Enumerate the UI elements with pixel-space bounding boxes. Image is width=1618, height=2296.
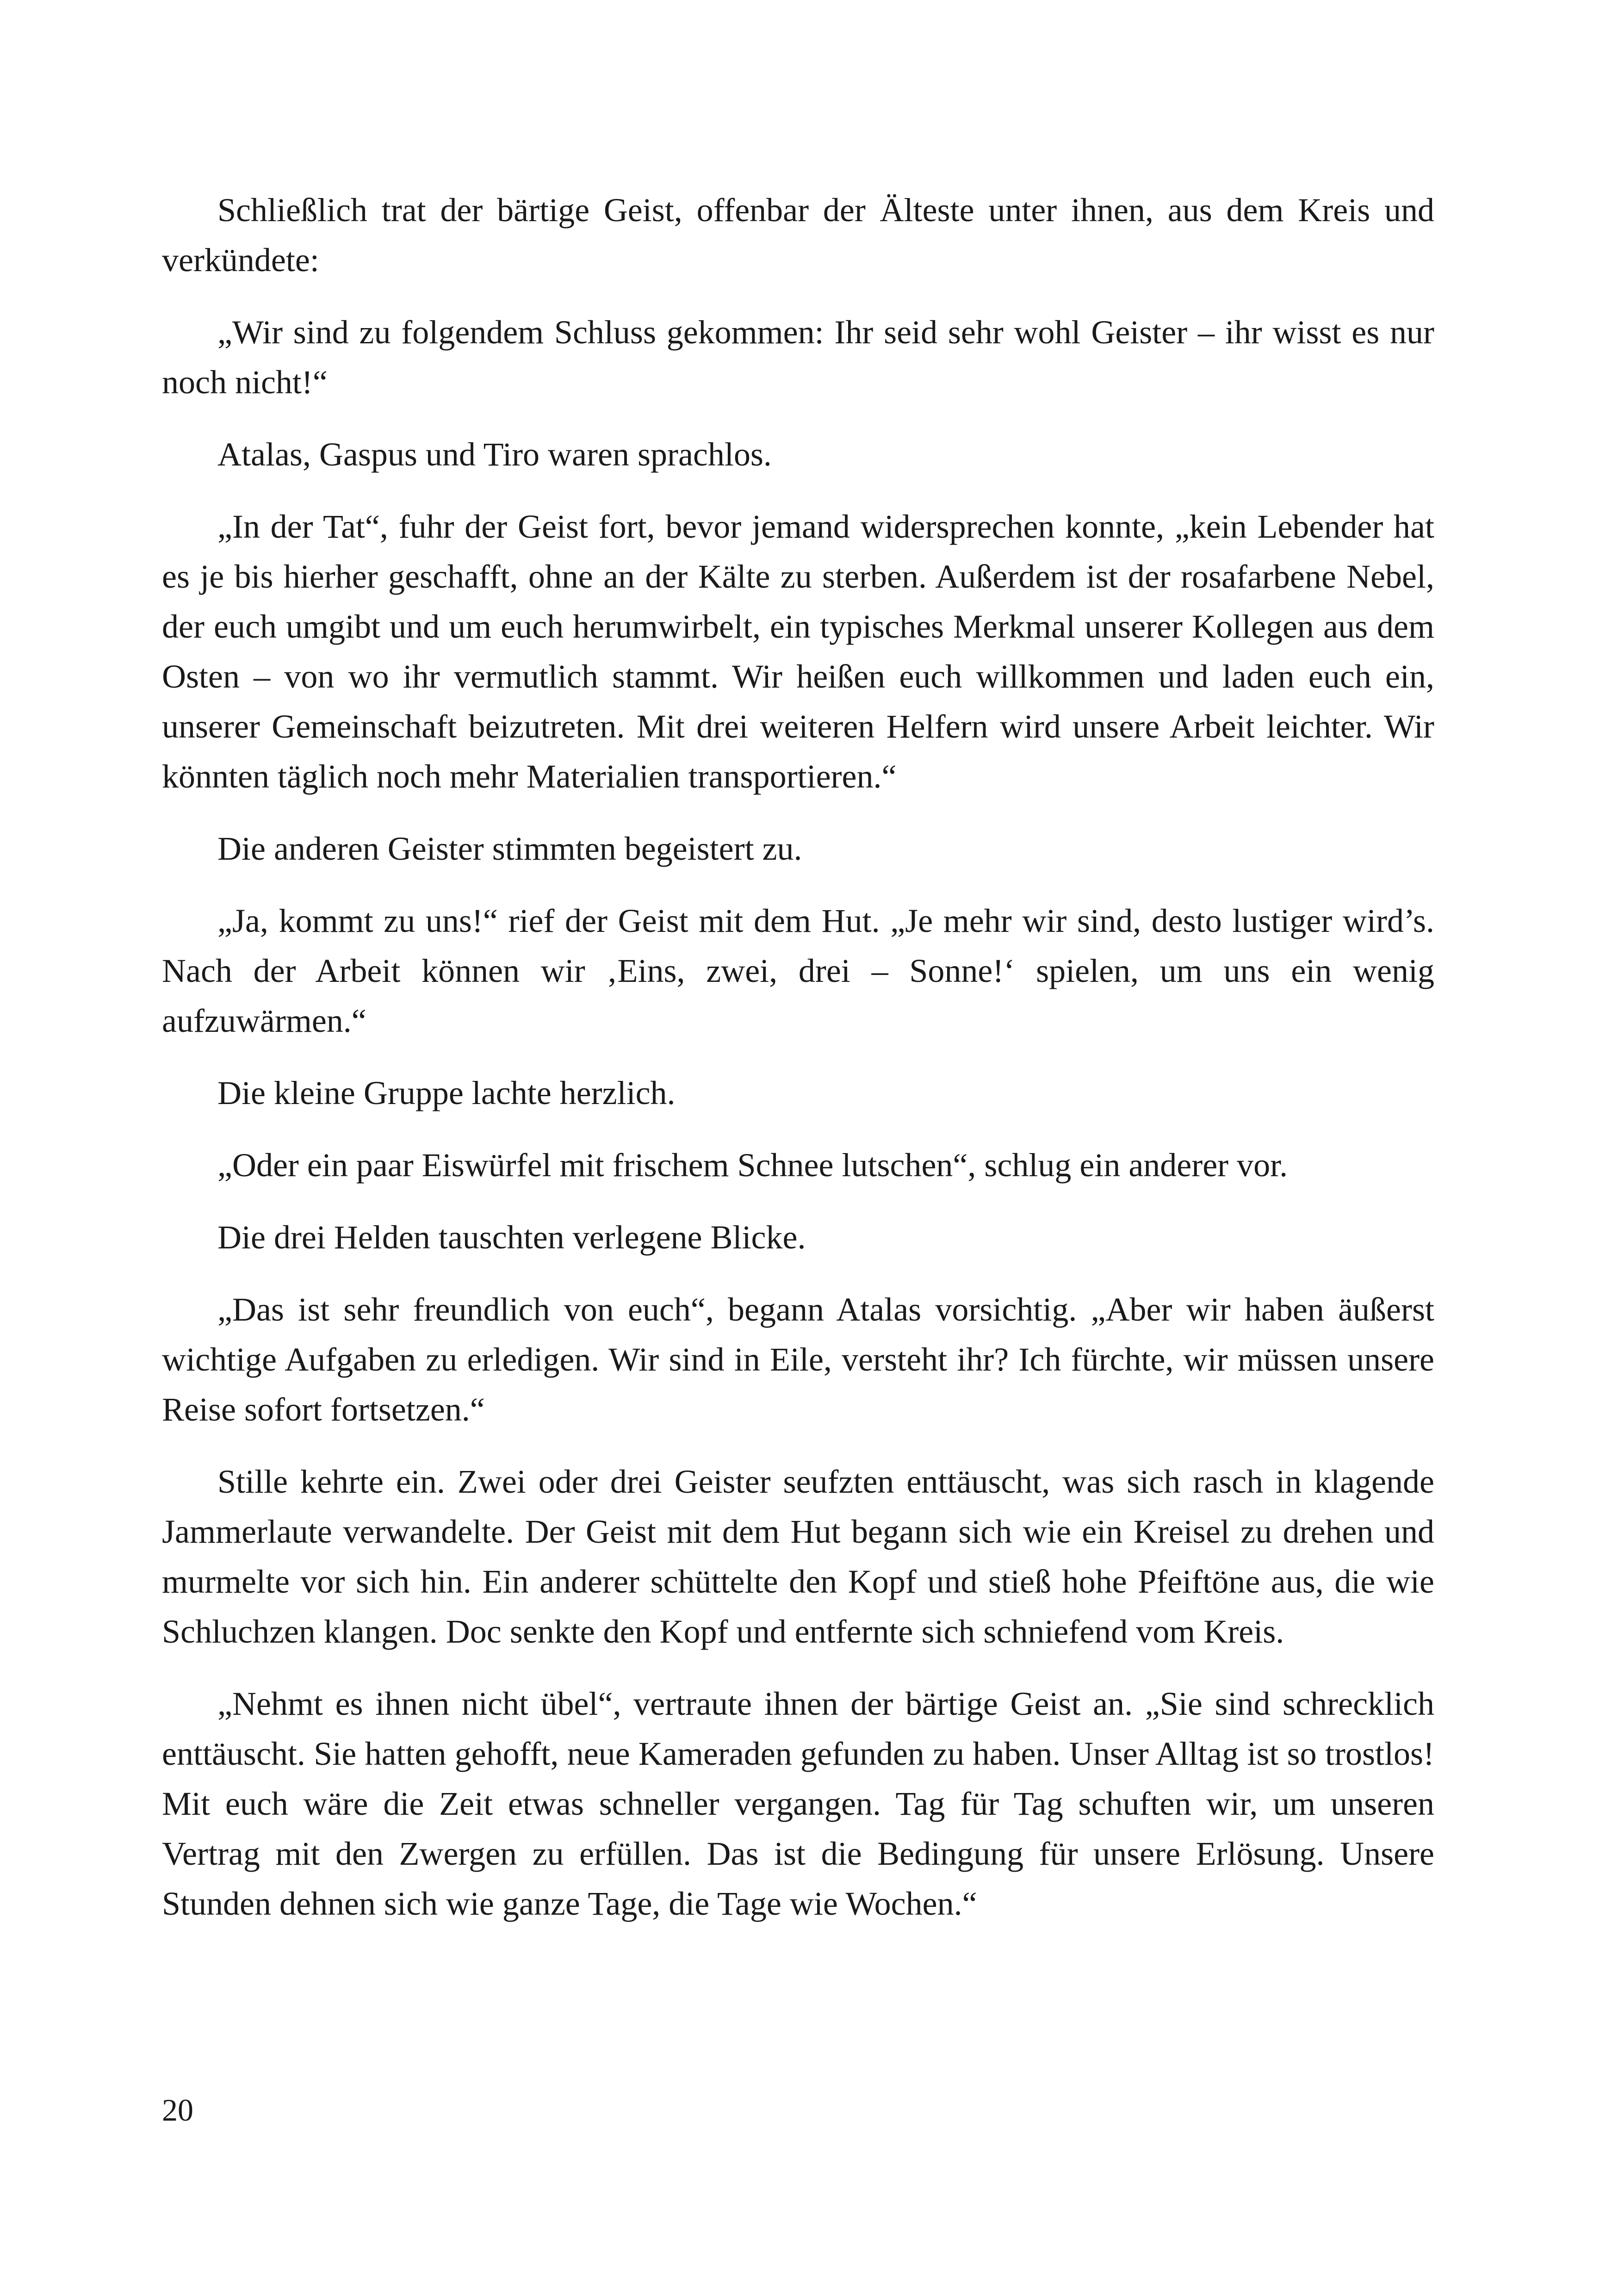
paragraph: Schließlich trat der bärtige Geist, offenbar der Älteste unter ihnen, aus dem Kreis und verkündete: <box>162 192 1434 279</box>
paragraph: Stille kehrte ein. Zwei oder drei Geister seufzten enttäuscht, was sich rasch in klagende Jammerlaute verwandelte. Der Geist mit dem Hut begann sich wie ein Kreisel zu drehen und murmelte vor sich hin. Ein anderer schüttelte den Kopf und stieß hohe Pfeiftöne aus, die wie Schluchzen klangen. Doc senkte den Kopf und entfernte sich schniefend vom Kreis. <box>162 1463 1434 1650</box>
paragraph: Die drei Helden tauschten verlegene Blicke. <box>217 1219 806 1256</box>
page-number: 20 <box>162 2092 193 2128</box>
paragraph: „Wir sind zu folgendem Schluss gekommen: Ihr seid sehr wohl Geister – ihr wisst es nur noch nicht!“ <box>162 314 1434 401</box>
paragraph: Die anderen Geister stimmten begeistert zu. <box>217 830 802 867</box>
paragraph: „Ja, kommt zu uns!“ rief der Geist mit dem Hut. „Je mehr wir sind, desto lustiger wird’s. Nach der Arbeit können wir ‚Eins, zwei, drei – Sonne!‘ spielen, um uns ein wenig aufzuwärmen.“ <box>162 902 1434 1039</box>
paragraph: „Nehmt es ihnen nicht übel“, vertraute ihnen der bärtige Geist an. „Sie sind schrecklich enttäuscht. Sie hatten gehofft, neue Kameraden gefunden zu haben. Unser Alltag ist so trostlos! Mit euch wäre die Zeit etwas schneller vergangen. Tag für Tag schuften wir, um unseren Vertrag mit den Zwergen zu erfüllen. Das ist die Bedingung für unsere Erlösung. Unsere Stunden dehnen sich wie ganze Tage, die Tage wie Wochen.“ <box>162 1685 1434 1922</box>
paragraph: Atalas, Gaspus und Tiro waren sprachlos. <box>217 436 772 473</box>
page-body <box>162 185 1434 1929</box>
paragraph: Die kleine Gruppe lachte herzlich. <box>217 1074 676 1111</box>
paragraph: „Oder ein paar Eiswürfel mit frischem Schnee lutschen“, schlug ein anderer vor. <box>217 1147 1288 1184</box>
paragraph: „Das ist sehr freundlich von euch“, begann Atalas vorsichtig. „Aber wir haben äußerst wichtige Aufgaben zu erledigen. Wir sind in Eile, versteht ihr? Ich fürchte, wir müssen unsere Reise sofort fortsetzen.“ <box>162 1291 1434 1428</box>
paragraph: „In der Tat“, fuhr der Geist fort, bevor jemand widersprechen konnte, „kein Lebender hat es je bis hierher geschafft, ohne an der Kälte zu sterben. Außerdem ist der rosafarbene Nebel, der euch umgibt und um euch herumwirbelt, ein typisches Merkmal unserer Kollegen aus dem Osten – von wo ihr vermutlich stammt. Wir heißen euch willkommen und laden euch ein, unserer Gemeinschaft beizutreten. Mit drei weiteren Helfern wird unsere Arbeit leichter. Wir könnten täglich noch mehr Materialien transportieren.“ <box>162 508 1434 795</box>
